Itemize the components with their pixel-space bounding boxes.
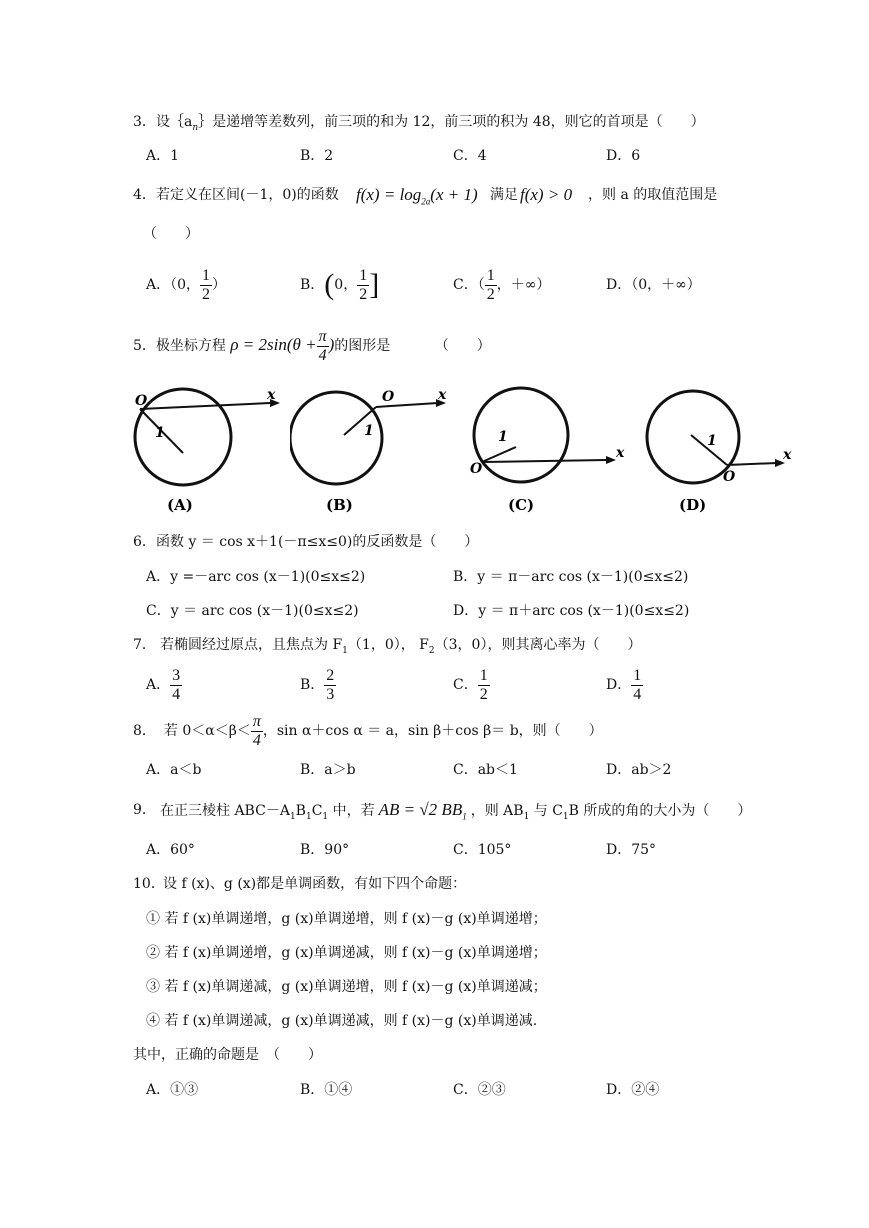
q10-prop-3: ③ 若 f (x)单调递减，g (x)单调递增，则 f (x)－g (x)单调递减； (146, 979, 547, 995)
q3-option-c: C．4 (453, 148, 487, 164)
q9-number: 9． (133, 802, 156, 818)
svg-text:O: O (723, 469, 736, 485)
q7-number: 7． (133, 637, 156, 653)
q3-number: 3． (133, 114, 156, 130)
q5-figure-c (468, 385, 633, 520)
q10-stem (0, 872, 869, 896)
q10-option-d: D．②④ (606, 1082, 660, 1098)
q10-number: 10． (133, 876, 165, 892)
q3-option-d: D．6 (606, 148, 641, 164)
q9-option-d: D．75° (606, 842, 657, 858)
q6-text: 函数 y ＝ cos x＋1(－π≤x≤0)的反函数是（ ） (156, 534, 479, 550)
svg-text:O: O (135, 393, 148, 409)
q9-text: 在正三棱柱 $ABC-A_1B_1C_1$ 中，若 AB = √2 $BB_1$ ，则 $AB_1$ 与 $C_1B$ 所成的角的大小为（ ） (160, 800, 752, 822)
q10-option-b: B．①④ (300, 1082, 353, 1098)
q4-condition: f(x) > 0 (520, 185, 573, 204)
q7-stem (0, 633, 869, 657)
q7-text: 若椭圆经过原点，且焦点为 $F_1(1$，0）， $F_2(3$，0），则其离心率为（ ） (160, 637, 642, 656)
q8-option-c: C．ab＜1 (453, 762, 518, 778)
q3-stem (0, 110, 869, 134)
q5-figure-a (125, 385, 290, 520)
q5-figure-b (290, 385, 455, 520)
svg-text:1: 1 (498, 429, 508, 445)
q5-figure-d-label: (D) (679, 496, 707, 514)
q4-text-a: 若定义在区间(－1，0)的函数 (156, 187, 339, 203)
q10-option-c: C．②③ (453, 1082, 506, 1098)
q3-options (0, 144, 869, 168)
q10-option-a: A．①③ (146, 1082, 199, 1098)
q8-options (0, 758, 869, 782)
svg-text:O: O (470, 461, 483, 477)
svg-text:1: 1 (707, 433, 717, 449)
q6-options-row2 (0, 599, 869, 623)
q5-figure-d (635, 385, 800, 520)
q4-function: $f(x) = \log_{2a}(x + 1)$ (356, 185, 478, 207)
q6-number: 6． (133, 534, 156, 550)
svg-text:x: x (616, 445, 625, 461)
q3-option-b: B．2 (300, 148, 334, 164)
svg-text:x: x (267, 387, 276, 403)
q6-stem (0, 530, 869, 554)
q9-option-b: B．90° (300, 842, 350, 858)
q5-equation: ρ = 2sin(θ + $\frac{\pi}{4}$ ) (230, 327, 335, 364)
q8-option-a: A．a＜b (146, 762, 202, 778)
q4-option-c: C．（ $\frac{1}{2}$ ，＋∞） (453, 266, 551, 303)
q8-option-b: B．a＞b (300, 762, 356, 778)
q6-option-a: A．y =－arc cos (x－1)(0≤x≤2) (146, 569, 366, 585)
q4-text-c: ，则 a 的取值范围是 (588, 187, 718, 203)
q10-text: 设 f (x)、g (x)都是单调函数，有如下四个命题： (163, 876, 467, 892)
q4-option-d: D．（0，＋∞） (606, 277, 701, 293)
q6-option-c: C．y ＝ arc cos (x－1)(0≤x≤2) (146, 603, 359, 619)
svg-text:x: x (783, 447, 792, 463)
q10-conclusion: 其中，正确的命题是 （ ） (133, 1047, 322, 1063)
q3-option-a: A．1 (146, 148, 180, 164)
q9-equation: AB = √2 $BB_1$ (378, 800, 467, 822)
q4-option-a-frac: $\frac{1}{2}$ (202, 266, 211, 303)
svg-text:1: 1 (364, 423, 374, 439)
q8-stem: 8． 若 0＜α＜β＜ $\frac{\pi}{4}$ ，sin α＋cos α ＝ a，sin β＋cos β＝ b，则（ ） (133, 712, 603, 749)
q7-option-d: D． $\frac{1}{4}$ (606, 666, 642, 703)
q6-options-row1 (0, 565, 869, 589)
q8-number: 8． (133, 723, 156, 739)
svg-text:1: 1 (155, 425, 165, 441)
q10-options (0, 1078, 869, 1102)
q4-option-a: A．（0， $\frac{1}{2}$ ） (146, 266, 227, 303)
q4-stem (0, 183, 869, 207)
q10-prop-1: ① 若 f (x)单调递增，g (x)单调递增，则 f (x)－g (x)单调递增； (146, 911, 547, 927)
q5-figure-c-label: (C) (508, 496, 535, 514)
q9-option-a: A．60° (146, 842, 195, 858)
q9-options (0, 838, 869, 862)
q9-stem (0, 798, 869, 822)
q5-figure-b-label: (B) (326, 496, 353, 514)
q5-figure-a-label: (A) (167, 496, 193, 514)
svg-text:x: x (438, 387, 447, 403)
q7-option-a: A． $\frac{3}{4}$ (146, 666, 181, 703)
q4-option-b: B．(0， $\frac{1}{2}$ ] (300, 266, 380, 303)
q4-blank: （ ） (143, 226, 199, 242)
q5-number: 5． (133, 338, 156, 354)
q6-option-b: B．y ＝ π－arc cos (x－1)(0≤x≤2) (453, 569, 689, 585)
q10-prop-2: ② 若 f (x)单调递增，g (x)单调递减，则 f (x)－g (x)单调递增； (146, 945, 547, 961)
q10-prop-4: ④ 若 f (x)单调递减，g (x)单调递减，则 f (x)－g (x)单调递减. (146, 1013, 538, 1029)
q7-option-c: C． $\frac{1}{2}$ (453, 666, 488, 703)
q6-option-d: D．y ＝ π＋arc cos (x－1)(0≤x≤2) (453, 603, 690, 619)
q3-text: 设$\{a_n\}$是递增等差数列，前三项的和为 12，前三项的积为 48，则它的首项是（ ） (156, 114, 705, 133)
q9-option-c: C．105° (453, 842, 512, 858)
q8-option-d: D．ab＞2 (606, 762, 672, 778)
q7-option-b: B． $\frac{2}{3}$ (300, 666, 335, 703)
q4-text-b: 满足 (490, 187, 518, 203)
q4-number: 4． (133, 187, 156, 203)
q5-stem: 5．极坐标方程 ρ = 2sin(θ + $\frac{\pi}{4}$ )的图形是 （ ） (133, 327, 491, 364)
svg-text:O: O (382, 389, 395, 405)
